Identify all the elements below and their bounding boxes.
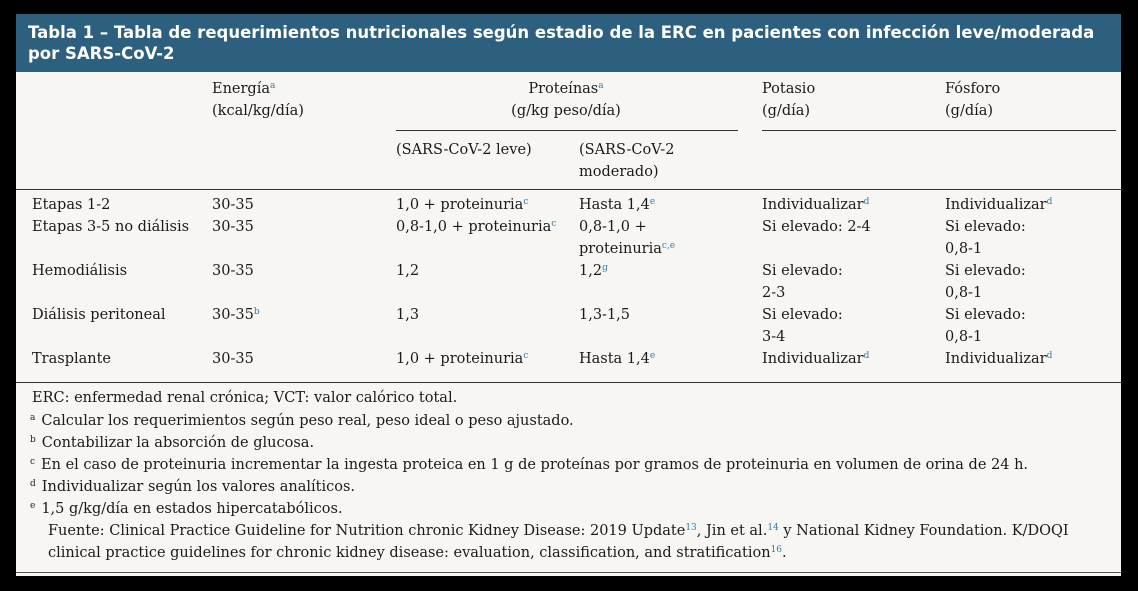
table-figure xyxy=(16,14,1121,576)
header-prot-moderado: (SARS-CoV-2 moderado) xyxy=(579,142,675,180)
cell-fosforo: Individualizar$^d$ xyxy=(945,351,1053,367)
cell-energia: 30-35 xyxy=(212,197,254,213)
table-bottom-rule xyxy=(16,382,1121,383)
fosforo-header-rule xyxy=(762,130,1116,131)
cell-moderado: Hasta 1,4e xyxy=(579,351,656,367)
cell-fosforo: Si elevado: 0,8-1 xyxy=(945,307,1026,345)
cell-stage: Hemodiálisis xyxy=(32,263,128,279)
cell-moderado: Hasta 1,4e xyxy=(579,197,656,213)
cell-potasio: Individualizar$^d$ xyxy=(762,197,870,213)
cell-potasio: Si elevado: 2-3 xyxy=(762,263,843,301)
cell-moderado: 1,3-1,5 xyxy=(579,307,631,323)
proteinas-subheader-rule xyxy=(396,130,738,131)
cell-stage: Etapas 1-2 xyxy=(32,197,111,213)
footnote-a: $^a$ Calcular los requerimientos según peso real, peso ideal o peso ajustado. xyxy=(30,413,574,429)
footnote-d: $^d$ Individualizar según los valores analíticos. xyxy=(30,479,355,495)
cell-leve: 1,0 + proteinuria$^c$ xyxy=(396,351,529,367)
cell-energia: 30-35$^b$ xyxy=(212,307,260,323)
cell-leve: 1,2 xyxy=(396,263,420,279)
footnote-b: $^b$ Contabilizar la absorción de glucosa. xyxy=(30,435,315,451)
cell-stage: Diálisis peritoneal xyxy=(32,307,166,323)
cell-moderado: 1,2$^g$ xyxy=(579,263,608,279)
table-title: Tabla 1 – Tabla de requerimientos nutricionales según estadio de la ERC en pacientes con infección leve/moderada por SARS-CoV-2 xyxy=(16,14,1121,72)
header-proteinas: Proteínas$^a$ (g/kg peso/día) xyxy=(511,81,621,119)
cell-fosforo: Individualizar$^d$ xyxy=(945,197,1053,213)
footnote-c: $^c$ En el caso de proteinuria incrementar la ingesta proteica en 1 g de proteínas por gramos de proteinuria en volumen de orina de 24 h. xyxy=(30,457,1029,473)
cell-leve: 0,8-1,0 + proteinuria$^c$ xyxy=(396,219,557,235)
abbreviations-note: ERC: enfermedad renal crónica; VCT: valor calórico total. xyxy=(32,390,458,406)
header-bottom-rule xyxy=(16,189,1121,190)
cell-energia: 30-35 xyxy=(212,219,254,235)
cell-potasio: Si elevado: 2-4 xyxy=(762,219,871,235)
cell-potasio: Si elevado: 3-4 xyxy=(762,307,843,345)
header-potasio: Potasio (g/día) xyxy=(762,81,816,119)
cell-stage: Trasplante xyxy=(32,351,111,367)
cell-energia: 30-35 xyxy=(212,351,254,367)
header-energia: Energía$^a$ (kcal/kg/día) xyxy=(212,81,304,119)
source-note: Fuente: Clinical Practice Guideline for Nutrition chronic Kidney Disease: 2019 Update$^{13}$, Jin et al.$^{14}$ y National Kidney Foundation. K/DOQI clinical practice guidelines for chronic kidney disease: evaluation, classification, and stratification$^{16}$. xyxy=(48,523,1069,561)
figure-bottom-rule xyxy=(16,572,1121,573)
cell-stage: Etapas 3-5 no diálisis xyxy=(32,219,190,235)
cell-fosforo: Si elevado: 0,8-1 xyxy=(945,263,1026,301)
header-prot-leve: (SARS-CoV-2 leve) xyxy=(396,142,532,158)
cell-leve: 1,0 + proteinuria$^c$ xyxy=(396,197,529,213)
cell-potasio: Individualizar$^d$ xyxy=(762,351,870,367)
cell-energia: 30-35 xyxy=(212,263,254,279)
cell-fosforo: Si elevado: 0,8-1 xyxy=(945,219,1026,257)
header-fosforo: Fósforo (g/día) xyxy=(945,81,1001,119)
cell-leve: 1,3 xyxy=(396,307,420,323)
footnote-e: $^e$ 1,5 g/kg/día en estados hipercatabólicos. xyxy=(30,501,343,517)
cell-moderado: 0,8-1,0 + proteinuria$^{c,e}$ xyxy=(579,219,676,257)
